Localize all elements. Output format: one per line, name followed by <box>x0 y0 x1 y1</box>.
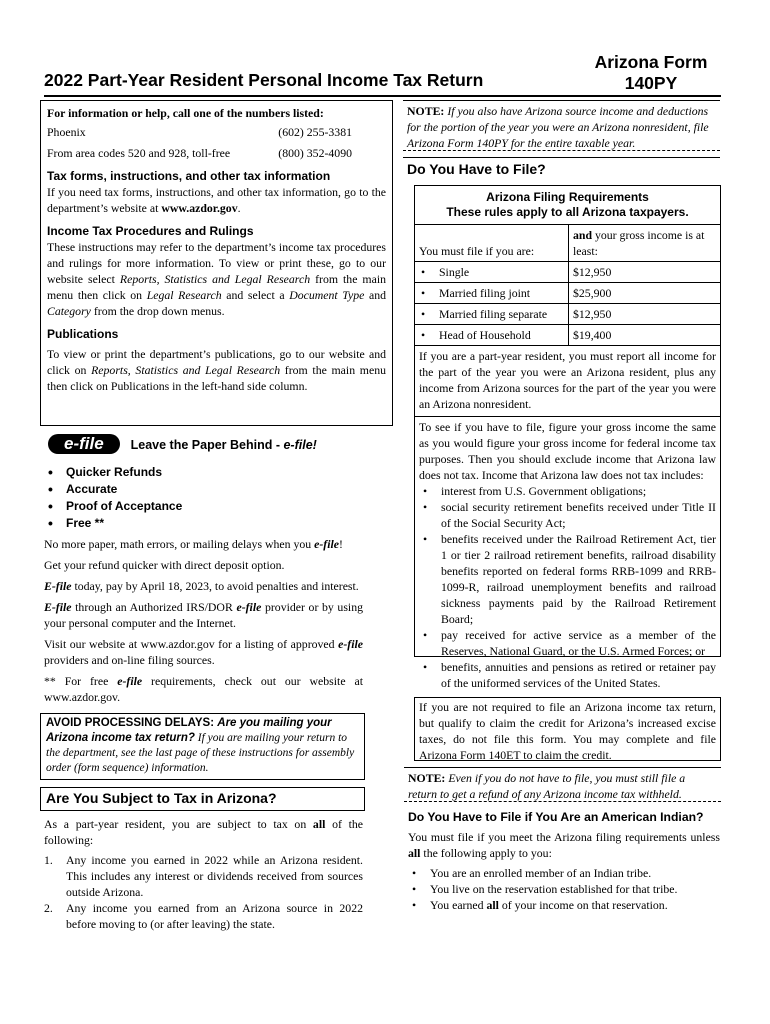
contact-heading: For information or help, call one of the numbers listed: <box>47 106 324 120</box>
credit-text: If you are not required to file an Arizona income tax return, but qualify to claim the credit for Arizona’s increased excise taxes, do not file this form. You may complete and file Arizona Form 140ET to claim the credit. <box>419 700 716 762</box>
col-head-income: and your gross income is at least: <box>569 225 721 262</box>
part-year-text: If you are a part-year resident, you must report all income for the part of the year you were an Arizona resident, plus any income from Arizona sources for the part of the year you were an Arizona nonresident. <box>415 345 720 416</box>
credit-box <box>414 697 721 761</box>
form-label: Arizona Form <box>594 52 708 72</box>
phone-label: Phoenix <box>47 125 86 139</box>
list-item: • You are an enrolled member of an Indian tribe. <box>408 865 720 881</box>
phone-row-tollfree <box>47 145 386 161</box>
requirements-table <box>415 224 720 345</box>
forms-text: If you need tax forms, instructions, and other tax information, go to the department’s website at www.azdor.gov. <box>47 185 386 215</box>
website-link[interactable]: www.azdor.gov <box>161 201 238 215</box>
note-box-refund: NOTE: Even if you do not have to file, you must still file a return to get a refund of any Arizona income tax withheld. <box>404 767 721 802</box>
list-item: • Proof of Acceptance <box>44 498 344 515</box>
col-head-status: You must file if you are: <box>415 225 569 262</box>
efile-para: ** For free e-file requirements, check out our website at www.azdor.gov. <box>44 674 363 704</box>
list-item: 1. Any income you earned in 2022 while an Arizona resident. This includes any interest or dividends received from sources outside Arizona. <box>44 853 363 899</box>
phone-row-phoenix <box>47 124 386 140</box>
efile-para: E-file today, pay by April 18, 2023, to avoid penalties and interest. <box>44 579 359 593</box>
header-rule <box>44 95 721 97</box>
requirements-title: Arizona Filing Requirements These rules apply to all Arizona taxpayers. <box>446 190 689 219</box>
list-item: • Accurate <box>44 481 344 498</box>
efile-logo: e-file <box>48 434 120 454</box>
form-code: 140PY <box>624 73 678 93</box>
efile-para: Visit our website at www.azdor.gov for a listing of approved e-file providers and on-line filing sources. <box>44 637 363 667</box>
list-item: • social security retirement benefits received under Title II of the Social Security Act; <box>419 499 716 531</box>
subject-intro: As a part-year resident, you are subject to tax on all of the following: <box>44 817 363 847</box>
table-row <box>415 225 720 262</box>
table-row: • Married filing separate $12,950 <box>415 304 720 325</box>
table-row: • Head of Household $19,400 <box>415 325 720 346</box>
phone-number: (602) 255-3381 <box>278 125 352 139</box>
list-item: • Quicker Refunds <box>44 464 344 481</box>
procedures-heading: Income Tax Procedures and Rulings <box>47 224 254 238</box>
table-row: • Married filing joint $25,900 <box>415 283 720 304</box>
table-row: • Single $12,950 <box>415 262 720 283</box>
contact-box <box>40 100 393 426</box>
efile-para: E-file through an Authorized IRS/DOR e-file provider or by using your personal computer and the Internet. <box>44 600 363 630</box>
file-heading-box <box>403 157 720 183</box>
subject-list <box>44 852 363 932</box>
publications-heading: Publications <box>47 327 119 341</box>
publications-text: To view or print the department’s publications, go to our website and click on Reports, Statistics and Legal Research from the main menu then click on Publications in the left-hand side column. <box>47 347 386 393</box>
form-number <box>566 52 736 94</box>
filing-requirements-box <box>414 185 721 690</box>
list-item: • You live on the reservation established for that tribe. <box>408 881 720 897</box>
subject-body <box>44 816 363 932</box>
efile-tagline: Leave the Paper Behind - e-file! <box>130 438 317 452</box>
note-box-top: NOTE: If you also have Arizona source income and deductions for the portion of the year you were an Arizona nonresident, file Arizona Form 140PY for the entire taxable year. <box>403 100 720 151</box>
have-to-file-heading: Do You Have to File? <box>407 161 546 177</box>
phone-label: From area codes 520 and 928, toll-free <box>47 146 231 160</box>
page-title: 2022 Part-Year Resident Personal Income Tax Return <box>44 70 484 90</box>
efile-details <box>44 536 363 705</box>
list-item: 2. Any income you earned from an Arizona source in 2022 before moving to (or after leaving) the state. <box>44 901 363 931</box>
gross-income-text: To see if you have to file, figure your gross income the same as you would figure your gross income for federal income tax purposes. Then you should exclude income that Arizona law does not tax. Income that Arizona law does not tax includes: <box>419 420 716 482</box>
list-item: • interest from U.S. Government obligations; <box>419 483 716 499</box>
efile-benefits <box>44 464 344 532</box>
list-item: • pay received for active service as a member of the Reserves, National Guard, or the U.S. Armed Forces; or <box>419 627 716 659</box>
indian-section <box>408 809 720 913</box>
list-item: • benefits received under the Railroad Retirement Act, tier 1 or tier 2 railroad retirement benefits, railroad disability benefits reported on federal forms RRB-1099 and RRB-1099-R, railroad unemployment benefits and railroad sickness payments paid by the Railroad Retirement Board; <box>419 531 716 627</box>
avoid-delays-box: AVOID PROCESSING DELAYS: Are you mailing your Arizona income tax return? If you are mailing your return to the department, see the last page of these instructions for assembly order (form sequence) information. <box>40 713 365 780</box>
indian-intro: You must file if you meet the Arizona filing requirements unless all the following apply to you: <box>408 830 720 860</box>
list-item: • benefits, annuities and pensions as retired or retainer pay of the uniformed services of the United States. <box>419 659 716 691</box>
phone-number: (800) 352-4090 <box>278 146 352 160</box>
efile-banner <box>48 434 388 454</box>
list-item: • You earned all of your income on that reservation. <box>408 897 720 913</box>
efile-para: No more paper, math errors, or mailing delays when you e-file! <box>44 537 343 551</box>
indian-conditions <box>408 865 720 913</box>
gross-income-section <box>415 416 720 693</box>
excluded-income-list <box>419 483 716 691</box>
forms-heading: Tax forms, instructions, and other tax information <box>47 169 331 183</box>
subject-heading: Are You Subject to Tax in Arizona? <box>46 790 277 806</box>
subject-heading-box <box>40 787 365 811</box>
list-item: • Free ** <box>44 515 344 532</box>
indian-heading: Do You Have to File if You Are an American Indian? <box>408 810 704 824</box>
efile-para: Get your refund quicker with direct deposit option. <box>44 558 285 572</box>
procedures-text: These instructions may refer to the department’s income tax procedures and rulings for more information. To view or print these, go to our website select Reports, Statistics and Legal Research from the main menu then click on Legal Research and select a Document Type and Category from the drop down menus. <box>47 240 387 318</box>
